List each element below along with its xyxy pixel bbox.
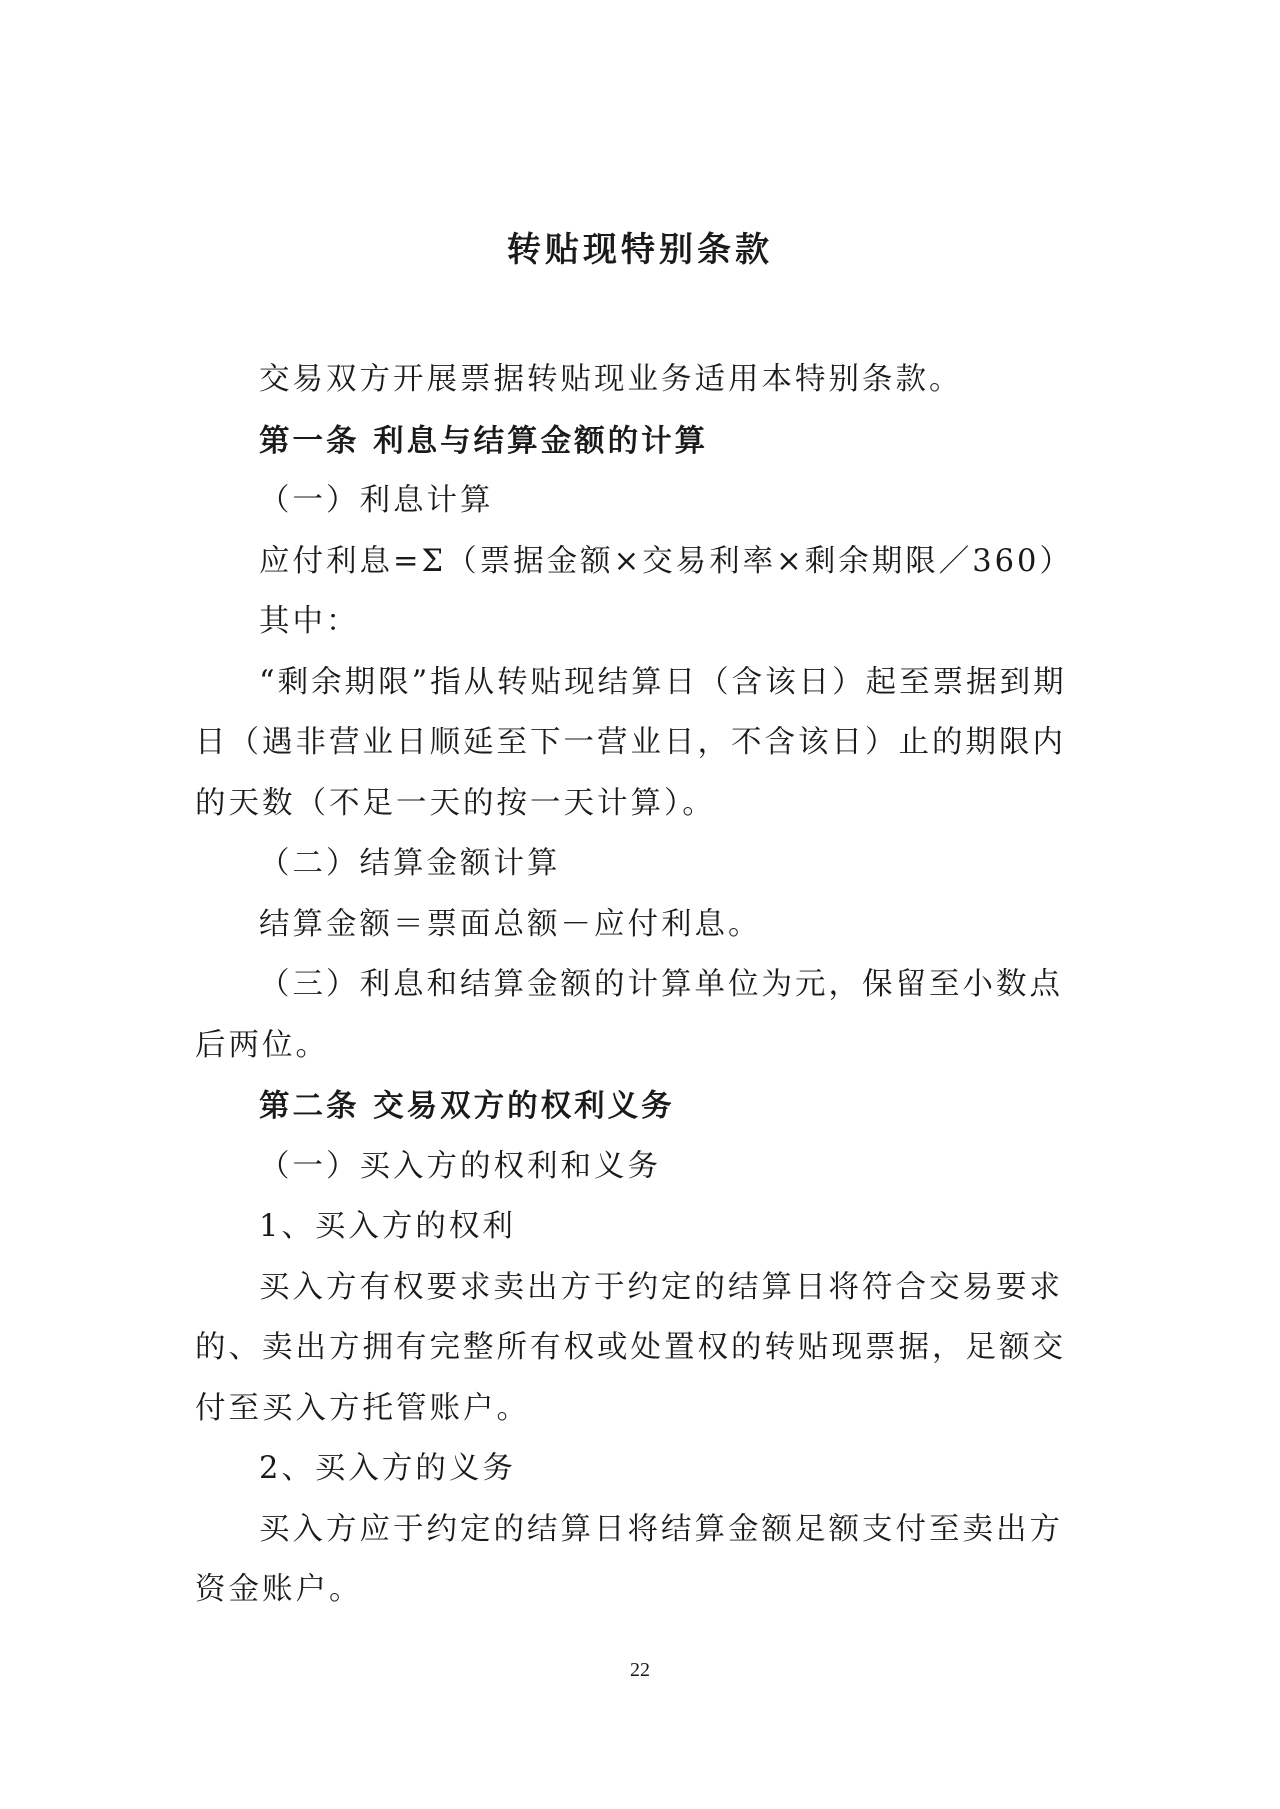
subsection-buyer-obligations: 2、买入方的义务 <box>259 1451 516 1486</box>
paragraph-calc-unit: （三）利息和结算金额的计算单位为元，保留至小数点后两位。 <box>195 967 1063 1063</box>
section-buyer-rights-obligations: （一）买入方的权利和义务 <box>259 1148 661 1184</box>
document-body <box>195 350 1085 1621</box>
interest-formula: 应付利息=Σ（票据金额×交易利率×剩余期限／360） <box>259 543 1073 579</box>
subsection-buyer-rights: 1、买入方的权利 <box>259 1209 516 1244</box>
settlement-formula: 结算金额＝票面总额－应付利息。 <box>259 906 762 942</box>
paragraph-remaining-term: “剩余期限”指从转贴现结算日（含该日）起至票据到期日（遇非营业日顺延至下一营业日，不含该日）止的期限内的天数（不足一天的按一天计算）。 <box>195 664 1067 821</box>
section-interest-calc: （一）利息计算 <box>259 483 494 518</box>
paragraph-buyer-obligations: 买入方应于约定的结算日将结算金额足额支付至卖出方资金账户。 <box>195 1511 1063 1607</box>
article-2-heading: 第二条 交易双方的权利义务 <box>259 1088 675 1124</box>
document-title: 转贴现特别条款 <box>507 230 773 270</box>
article-1-heading: 第一条 利息与结算金额的计算 <box>259 422 709 459</box>
section-settlement-calc: （二）结算金额计算 <box>259 846 561 881</box>
paragraph-where: 其中： <box>259 604 360 639</box>
page-number: 22 <box>630 1659 650 1681</box>
paragraph-intro: 交易双方开展票据转贴现业务适用本特别条款。 <box>259 362 963 397</box>
paragraph-buyer-rights: 买入方有权要求卖出方于约定的结算日将符合交易要求的、卖出方拥有完整所有权或处置权的转贴现票据，足额交付至买入方托管账户。 <box>195 1269 1066 1426</box>
